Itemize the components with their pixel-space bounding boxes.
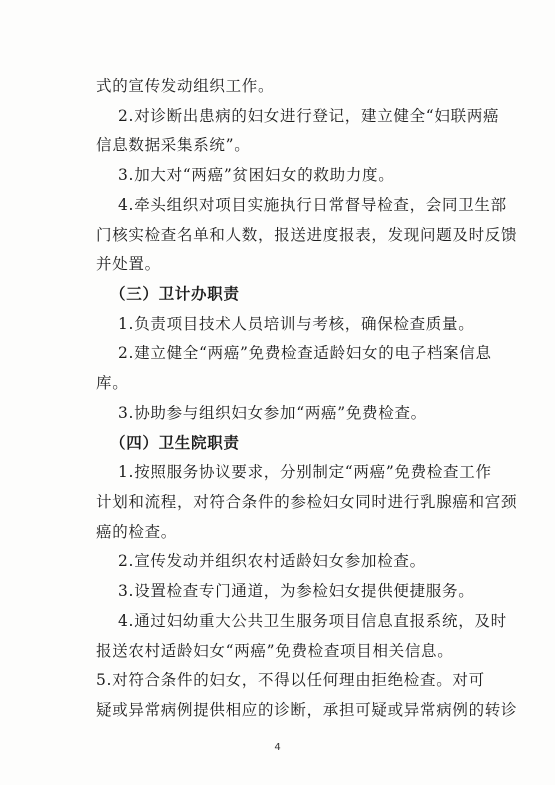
body-line: 式的宣传发动组织工作。 [96,77,275,95]
body-line: 2.宣传发动并组织农村适龄妇女参加检查。 [118,552,426,570]
body-line: 并处置。 [96,255,161,273]
body-line: 门核实检查名单和人数，报送进度报表，发现问题及时反馈 [96,226,518,244]
body-line: 信息数据采集系统”。 [96,136,251,154]
body-line: 3.协助参与组织妇女参加“两癌”免费检查。 [118,404,427,422]
body-line: 1.负责项目技术人员培训与考核，确保检查质量。 [118,315,475,333]
section-heading: （三）卫计办职责 [110,284,240,303]
body-line: 2.对诊断出患病的妇女进行登记，建立健全“妇联两癌 [118,107,500,125]
body-line: 疑或异常病例提供相应的诊断，承担可疑或异常病例的转诊 [96,701,518,719]
body-line: 计划和流程，对符合条件的参检妇女同时进行乳腺癌和宫颈 [96,493,518,511]
body-line: 3.加大对“两癌”贫困妇女的救助力度。 [118,166,395,184]
body-line: 库。 [96,374,129,392]
body-line: 癌的检查。 [96,523,178,541]
body-line: 2.建立健全“两癌”免费检查适龄妇女的电子档案信息 [118,344,492,362]
body-line: 4.通过妇幼重大公共卫生服务项目信息直报系统，及时 [118,612,507,630]
body-line: 5.对符合条件的妇女，不得以任何理由拒绝检查。对可 [96,671,485,689]
page-number: 4 [274,742,281,753]
body-line: 3.设置检查专门通道，为参检妇女提供便捷服务。 [118,582,475,600]
body-line: 报送农村适龄妇女“两癌”免费检查项目相关信息。 [96,642,454,660]
section-heading: （四）卫生院职责 [110,433,240,452]
body-line: 4.牵头组织对项目实施执行日常督导检查，会同卫生部 [118,196,507,214]
body-line: 1.按照服务协议要求，分别制定“两癌”免费检查工作 [118,463,492,481]
